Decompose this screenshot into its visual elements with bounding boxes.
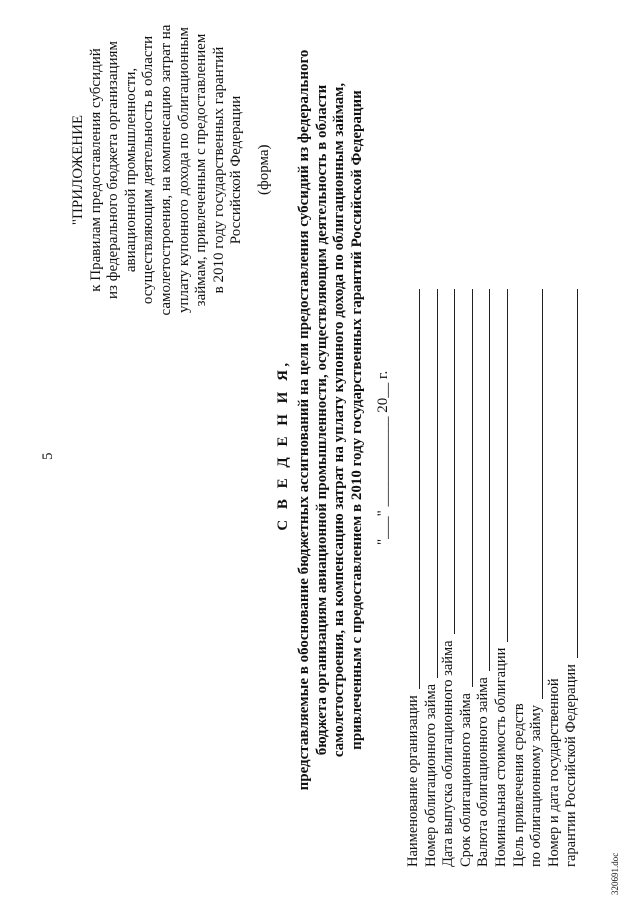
form-field-row xyxy=(405,287,423,867)
form-field-row xyxy=(528,287,546,867)
field-input-line[interactable] xyxy=(507,289,508,642)
document-title: С В Е Д Е Н И Я, xyxy=(275,359,291,531)
form-field-row xyxy=(493,287,511,867)
form-field-row xyxy=(440,287,458,867)
field-label: Валюта облигационного займа xyxy=(475,677,492,867)
form-fields xyxy=(405,287,581,867)
field-input-line[interactable] xyxy=(472,289,473,687)
appendix-line: "ПРИЛОЖЕНИЕ xyxy=(70,114,86,226)
field-input-line[interactable] xyxy=(489,289,490,671)
page-number: 5 xyxy=(40,452,56,460)
purpose-line: самолетостроения, на компенсацию затрат на уплату купонного дохода по облигационным займам, xyxy=(331,82,348,758)
appendix-line: уплату купонного дохода по облигационным xyxy=(175,27,192,313)
appendix-line: самолетостроения, на компенсацию затрат на xyxy=(157,24,174,316)
appendix-line: осуществляющим деятельность в области xyxy=(140,35,157,305)
field-input-line[interactable] xyxy=(419,289,420,689)
form-field-row xyxy=(475,287,493,867)
date-line: "___" ____________ 20__ г. xyxy=(375,370,391,545)
field-label: Цель привлечения средств xyxy=(510,703,527,867)
appendix-line: к Правилам предоставления субсидий xyxy=(87,48,104,292)
appendix-line: займам, привлеченным с предоставлением xyxy=(193,33,210,307)
document-purpose xyxy=(296,25,367,815)
field-label: Срок облигационного займа xyxy=(457,693,474,867)
field-input-line[interactable] xyxy=(577,289,578,658)
field-label: Номинальная стоимость облигации xyxy=(492,647,509,867)
form-note: (форма) xyxy=(256,144,272,195)
appendix-header xyxy=(70,20,246,320)
field-label: Дата выпуска облигационного займа xyxy=(440,640,457,867)
purpose-line: представляемые в обоснование бюджетных ассигнований на цели предоставления субсидий из федерального xyxy=(296,49,312,791)
form-field-row xyxy=(423,287,441,867)
field-input-line[interactable] xyxy=(437,289,438,678)
appendix-line: Российской Федерации xyxy=(228,95,245,245)
file-name: 320691.doc xyxy=(610,852,620,895)
form-field-row xyxy=(563,287,581,867)
field-label: Номер и дата государственной xyxy=(545,678,562,867)
field-label: гарантии Российской Федерации xyxy=(563,664,580,867)
form-field-row xyxy=(458,287,476,867)
appendix-line: в 2010 году государственных гарантий xyxy=(210,46,227,294)
field-label: по облигационному займу xyxy=(528,705,545,867)
purpose-line: привлеченным с предоставлением в 2010 году государственных гарантий Российской Федерации xyxy=(349,90,366,750)
form-field-row xyxy=(511,287,529,867)
field-input-line[interactable] xyxy=(542,289,543,699)
field-input-line[interactable] xyxy=(454,289,455,634)
field-label: Номер облигационного займа xyxy=(422,683,439,867)
appendix-line: авиационной промышленности, xyxy=(122,67,139,273)
purpose-line: бюджета организациям авиационной промышленности, осуществляющим деятельность в области xyxy=(313,84,330,756)
field-label: Наименование организации xyxy=(405,695,421,867)
appendix-line: из федерального бюджета организациям xyxy=(105,41,122,299)
form-field-row xyxy=(546,287,564,867)
